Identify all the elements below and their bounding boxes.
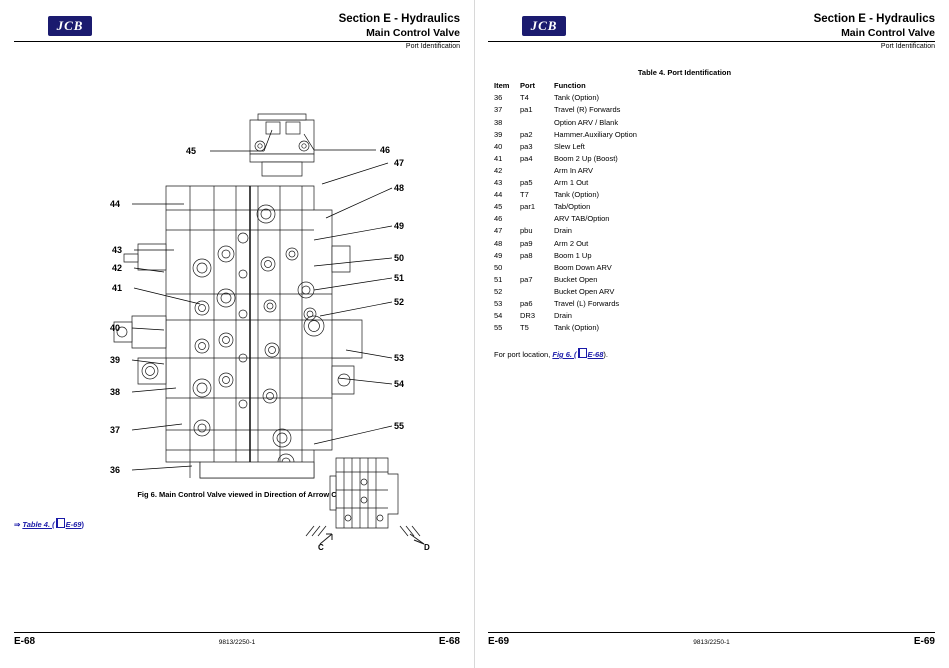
header-text-block (339, 12, 460, 40)
cell-port: pa3 (520, 141, 533, 151)
cell-item: 46 (494, 214, 503, 224)
table-row (494, 104, 764, 116)
cell-function: Travel (R) Forwards (554, 105, 621, 115)
cell-port: pa8 (520, 250, 533, 260)
callout-54: 54 (394, 379, 405, 389)
page-right-header (488, 10, 935, 56)
cell-port (520, 286, 554, 298)
cell-port: T7 (520, 190, 529, 200)
cell-item: 51 (494, 274, 503, 284)
table4-link-text: Table 4. ( (22, 520, 55, 529)
cell-function: Arm In ARV (554, 165, 594, 175)
cell-port: DR3 (520, 311, 536, 321)
table-title: Table 4. Port Identification (637, 68, 732, 77)
cell-item: 42 (494, 165, 503, 175)
callout-45: 45 (186, 146, 197, 156)
cell-function: Tank (Option) (554, 190, 600, 200)
cell-port (520, 261, 554, 273)
book-icon (56, 518, 65, 528)
callout-36: 36 (110, 465, 121, 475)
page-left (0, 0, 474, 668)
callout-51: 51 (394, 273, 405, 283)
callout-41: 41 (112, 283, 123, 293)
cell-item: 52 (494, 286, 503, 296)
cell-port (520, 116, 554, 128)
callout-37: 37 (110, 425, 121, 435)
column-header-port: Port (520, 81, 535, 91)
table-row (494, 128, 764, 140)
table-header-row (494, 80, 764, 92)
cell-item: 55 (494, 323, 503, 333)
callout-47: 47 (394, 158, 405, 168)
footer-page-left-right: E-69 (488, 636, 510, 647)
port-identification-table (494, 80, 764, 334)
cell-function: Option ARV / Blank (554, 117, 619, 127)
callout-48: 48 (394, 183, 405, 193)
cell-function: Tank (Option) (554, 93, 600, 103)
valve-diagram (14, 58, 460, 552)
footer-doc-number-right: 9813/2250-1 (693, 639, 730, 646)
table-row (494, 249, 764, 261)
cell-item: 37 (494, 105, 503, 115)
section-title: Section E - Hydraulics (338, 13, 460, 25)
cell-function: Arm 1 Out (554, 178, 589, 188)
callout-50: 50 (394, 253, 405, 263)
callout-49: 49 (394, 221, 405, 231)
callout-52: 52 (394, 297, 405, 307)
cell-function: Arm 2 Out (554, 238, 589, 248)
table-row (494, 261, 764, 273)
cell-function: Boom 1 Up (554, 250, 592, 260)
cell-port: pa5 (520, 178, 533, 188)
cell-function: Bucket Open ARV (554, 286, 615, 296)
callout-46: 46 (380, 145, 391, 155)
cell-function: Boom 2 Up (Boost) (554, 153, 618, 163)
cell-function: Travel (L) Forwards (554, 298, 620, 308)
header-rule (14, 41, 460, 42)
column-header-item: Item (494, 81, 510, 91)
page-right (474, 0, 949, 668)
table-row (494, 298, 764, 310)
cell-port (520, 165, 554, 177)
cell-item: 40 (494, 141, 503, 151)
cell-function: Tank (Option) (554, 323, 600, 333)
cell-function: Bucket Open (554, 274, 598, 284)
section-title-right: Section E - Hydraulics (813, 13, 935, 25)
footer-rule (14, 632, 460, 633)
page-left-header (14, 10, 460, 56)
callout-44: 44 (110, 199, 121, 209)
footer-page-right: E-68 (438, 636, 460, 647)
header-text-block-right (814, 12, 935, 40)
cell-function: Drain (554, 311, 572, 321)
cell-item: 48 (494, 238, 503, 248)
footer-page-right-right: E-69 (913, 636, 935, 647)
column-header-function: Function (554, 81, 586, 91)
cell-function: ARV TAB/Option (554, 214, 610, 224)
cell-port (520, 213, 554, 225)
table-row (494, 140, 764, 152)
jcb-logo: JCB (48, 16, 92, 36)
cell-function: Slew Left (554, 141, 585, 151)
table4-link[interactable] (22, 520, 54, 529)
cell-port: pa1 (520, 105, 533, 115)
arrow-label-d: D (424, 543, 430, 552)
table-row (494, 177, 764, 189)
cell-item: 39 (494, 129, 503, 139)
footer-rule-right (488, 632, 935, 633)
header-rule-right (488, 41, 935, 42)
cell-port: pa4 (520, 153, 533, 163)
cross-reference-table4[interactable] (14, 518, 84, 529)
jcb-logo-right: JCB (522, 16, 566, 36)
page-link-e69[interactable]: E-69 (65, 520, 82, 529)
callout-39: 39 (110, 355, 121, 365)
page-left-footer (14, 632, 460, 654)
callout-53: 53 (394, 353, 405, 363)
cell-port: pa7 (520, 274, 533, 284)
note-text: For port location, (494, 349, 551, 359)
header-caption: Port Identification (405, 43, 460, 50)
table-row (494, 201, 764, 213)
cell-port: pa2 (520, 129, 533, 139)
cell-port: T4 (520, 93, 529, 103)
cell-port: pbu (520, 226, 533, 236)
table-row (494, 153, 764, 165)
xref-close: ) (81, 520, 84, 529)
section-subtitle: Main Control Valve (366, 27, 460, 39)
table-row (494, 116, 764, 128)
callout-42: 42 (112, 263, 123, 273)
page-link-e68[interactable]: E-68 (587, 349, 604, 359)
table-row (494, 213, 764, 225)
arrow-label-c: C (318, 543, 324, 552)
cell-item: 41 (494, 153, 503, 163)
table-row (494, 189, 764, 201)
table-row (494, 92, 764, 104)
cell-function: Drain (554, 226, 572, 236)
callout-43: 43 (112, 245, 123, 255)
figure-caption: Fig 6. Main Control Valve viewed in Direction of Arrow C (137, 490, 337, 499)
table-row (494, 165, 764, 177)
cell-item: 45 (494, 202, 503, 212)
cell-item: 50 (494, 262, 503, 272)
fig6-link[interactable]: Fig 6. ( (552, 349, 577, 359)
port-identification-table-block (488, 68, 935, 359)
port-location-note[interactable] (494, 348, 935, 359)
table-row (494, 274, 764, 286)
table-row (494, 286, 764, 298)
cell-item: 53 (494, 298, 503, 308)
page-right-footer (488, 632, 935, 654)
cell-port: pa6 (520, 298, 533, 308)
cell-item: 47 (494, 226, 503, 236)
footer-doc-number: 9813/2250-1 (218, 639, 256, 646)
table-row (494, 237, 764, 249)
callout-40: 40 (110, 323, 121, 333)
arrow-icon: ⇒ (14, 520, 21, 529)
table-row (494, 225, 764, 237)
note-close: ). (603, 349, 608, 359)
callout-55: 55 (394, 421, 405, 431)
callout-38: 38 (110, 387, 121, 397)
cell-port: par1 (520, 202, 536, 212)
cell-function: Tab/Option (554, 202, 591, 212)
section-subtitle-right: Main Control Valve (841, 27, 935, 39)
cell-port: T5 (520, 323, 529, 333)
book-icon-right (578, 348, 587, 358)
cell-item: 43 (494, 178, 503, 188)
table-row (494, 322, 764, 334)
header-caption-right: Port Identification (880, 43, 935, 50)
table-row (494, 310, 764, 322)
cell-item: 36 (494, 93, 503, 103)
footer-page-left: E-68 (14, 636, 36, 647)
figure-main-control-valve (14, 58, 460, 552)
cell-item: 44 (494, 190, 503, 200)
cell-port: pa9 (520, 238, 533, 248)
cell-item: 54 (494, 311, 503, 321)
cell-function: Hammer.Auxiliary Option (554, 129, 637, 139)
cell-function: Boom Down ARV (554, 262, 612, 272)
cell-item: 38 (494, 117, 503, 127)
cell-item: 49 (494, 250, 503, 260)
